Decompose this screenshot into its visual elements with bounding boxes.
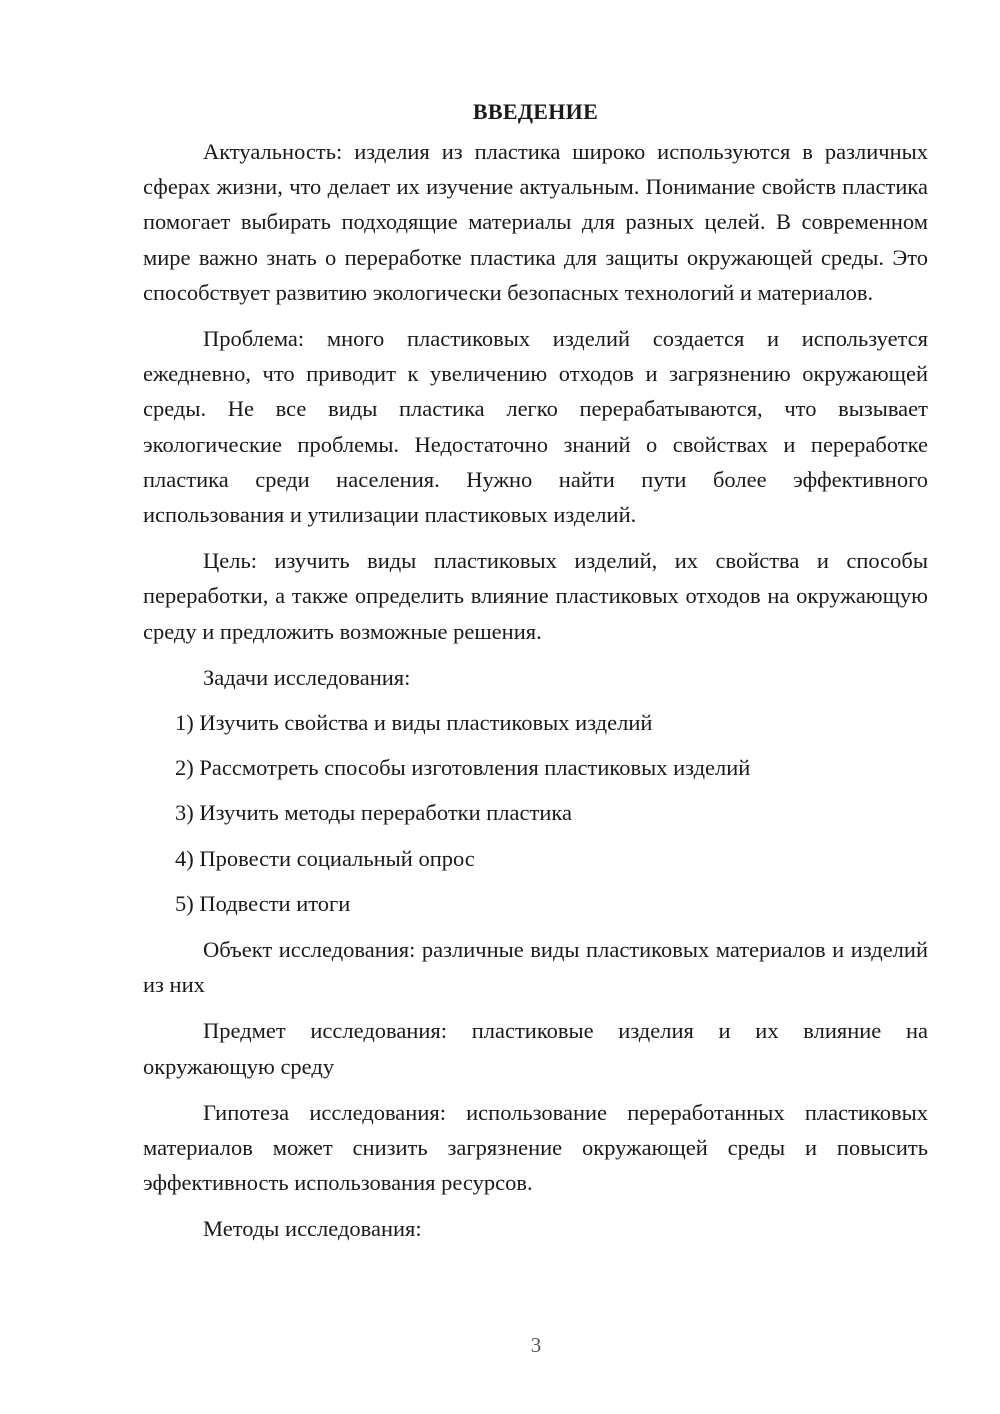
subject-paragraph: Предмет исследования: пластиковые изделия и их влияние на окружающую среду [143, 1018, 928, 1079]
tasks-label: Задачи исследования: [203, 664, 411, 690]
problem-paragraph: Проблема: много пластиковых изделий создается и используется ежедневно, что приводит к увеличению отходов и загрязнению окружающей среды. Не все виды пластика легко перерабатываются, что вызывает экологические проблемы. Недостаточно знаний о свойствах и переработке пластика среди населения. Нужно найти пути более эффективного использования и утилизации пластиковых изделий. [143, 326, 928, 528]
page-number: 3 [530, 1333, 542, 1357]
section-heading: ВВЕДЕНИЕ [472, 99, 599, 124]
page-content [143, 94, 928, 1247]
task-item: 3) Изучить методы переработки пластика [175, 800, 572, 826]
hypothesis-paragraph: Гипотеза исследования: использование переработанных пластиковых материалов может снизить загрязнение окружающей среды и повысить эффективность использования ресурсов. [143, 1099, 928, 1196]
goal-paragraph: Цель: изучить виды пластиковых изделий, их свойства и способы переработки, а также определить влияние пластиковых отходов на окружающую среду и предложить возможные решения. [143, 548, 928, 644]
methods-label: Методы исследования: [203, 1216, 422, 1242]
relevance-paragraph: Актуальность: изделия из пластика широко используются в различных сферах жизни, что делает их изучение актуальным. Понимание свойств пластика помогает выбирать подходящие материалы для разных целей. В современном мире важно знать о переработке пластика для защиты окружающей среды. Это способствует развитию экологически безопасных технологий и материалов. [143, 139, 928, 305]
task-item: 2) Рассмотреть способы изготовления пластиковых изделий [175, 755, 751, 781]
task-item: 5) Подвести итоги [175, 890, 351, 916]
object-paragraph: Объект исследования: различные виды пластиковых материалов и изделий из них [143, 937, 928, 998]
task-item: 4) Провести социальный опрос [175, 845, 475, 871]
task-item: 1) Изучить свойства и виды пластиковых изделий [175, 710, 653, 736]
tasks-list [143, 705, 928, 921]
